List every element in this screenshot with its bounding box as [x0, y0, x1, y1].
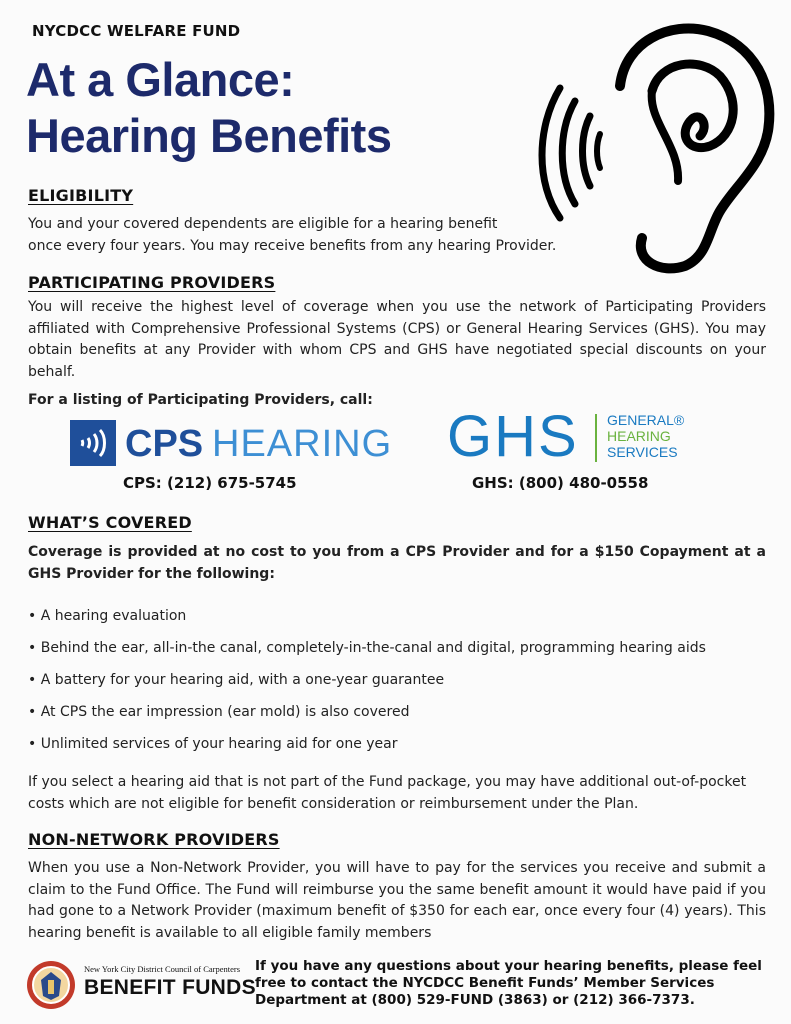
- covered-note: If you select a hearing aid that is not part of the Fund package, you may have additional out-of-pocket costs which are not eligible for benefit consideration or reimbursement under the Plan.: [28, 774, 747, 812]
- page-title: [26, 52, 391, 164]
- list-item: • At CPS the ear impression (ear mold) is also covered: [28, 704, 410, 720]
- union-seal-icon: [26, 960, 76, 1010]
- list-item: • A hearing evaluation: [28, 608, 187, 624]
- cps-phone: CPS: (212) 675-5745: [123, 474, 297, 492]
- cps-logo-light: HEARING: [212, 423, 393, 465]
- cps-logo-icon: [70, 420, 116, 466]
- logo-big-text: BENEFIT FUNDS: [84, 976, 256, 999]
- list-item: • A battery for your hearing aid, with a one-year guarantee: [28, 672, 445, 688]
- providers-body: You will receive the highest level of coverage when you use the network of Participating Providers affiliated with Comprehensive Professional Systems (CPS) or General Hearing Services (GHS). You may obtain benefits at any Provider with whom CPS and GHS have negotiated special discounts on your behalf.: [28, 299, 766, 380]
- covered-heading: WHAT’S COVERED: [28, 513, 192, 532]
- providers-heading: PARTICIPATING PROVIDERS: [28, 273, 276, 292]
- logo-small-text: New York City District Council of Carpenters: [84, 964, 241, 974]
- ghs-logo-line-2: HEARING: [607, 428, 671, 444]
- ghs-logo-main: GHS: [447, 404, 579, 469]
- ghs-logo: [447, 404, 697, 469]
- eligibility-line-1: You and your covered dependents are eligible for a hearing benefit: [28, 216, 498, 232]
- ghs-phone: GHS: (800) 480-0558: [472, 474, 649, 492]
- eligibility-line-2: once every four years. You may receive benefits from any hearing Provider.: [28, 238, 557, 254]
- cps-hearing-logo: [70, 420, 393, 466]
- title-line-2: Hearing Benefits: [26, 109, 392, 162]
- ghs-logo-divider: [595, 414, 597, 462]
- covered-list: [28, 600, 768, 760]
- benefit-funds-logo: [26, 960, 256, 1010]
- contact-text: If you have any questions about your hearing benefits, please feel free to contact the NYCDCC Benefit Funds’ Member Services Department at (800) 529-FUND (3863) or (212) 366-7373.: [255, 958, 762, 1008]
- non-network-heading: NON-NETWORK PROVIDERS: [28, 830, 280, 849]
- ghs-logo-line-1: GENERAL®: [607, 412, 685, 428]
- ghs-logo-line-3: SERVICES: [607, 444, 678, 460]
- cps-logo-bold: CPS: [125, 423, 204, 465]
- call-label: For a listing of Participating Providers, call:: [28, 392, 373, 408]
- list-item: • Behind the ear, all-in-the canal, completely-in-the-canal and digital, programming hearing aids: [28, 640, 706, 656]
- eligibility-heading: ELIGIBILITY: [28, 186, 134, 205]
- list-item: • Unlimited services of your hearing aid for one year: [28, 736, 398, 752]
- non-network-body: When you use a Non-Network Provider, you will have to pay for the services you receive and submit a claim to the Fund Office. The Fund will reimburse you the same benefit amount it would have paid if you had gone to a Network Provider (maximum benefit of $350 for each ear, once every four (4) years). This hearing benefit is available to all eligible family members: [28, 860, 766, 941]
- title-line-1: At a Glance:: [26, 53, 295, 106]
- covered-intro: Coverage is provided at no cost to you from a CPS Provider and for a $150 Copayment at a GHS Provider for the following:: [28, 544, 766, 582]
- org-name: NYCDCC WELFARE FUND: [32, 22, 241, 40]
